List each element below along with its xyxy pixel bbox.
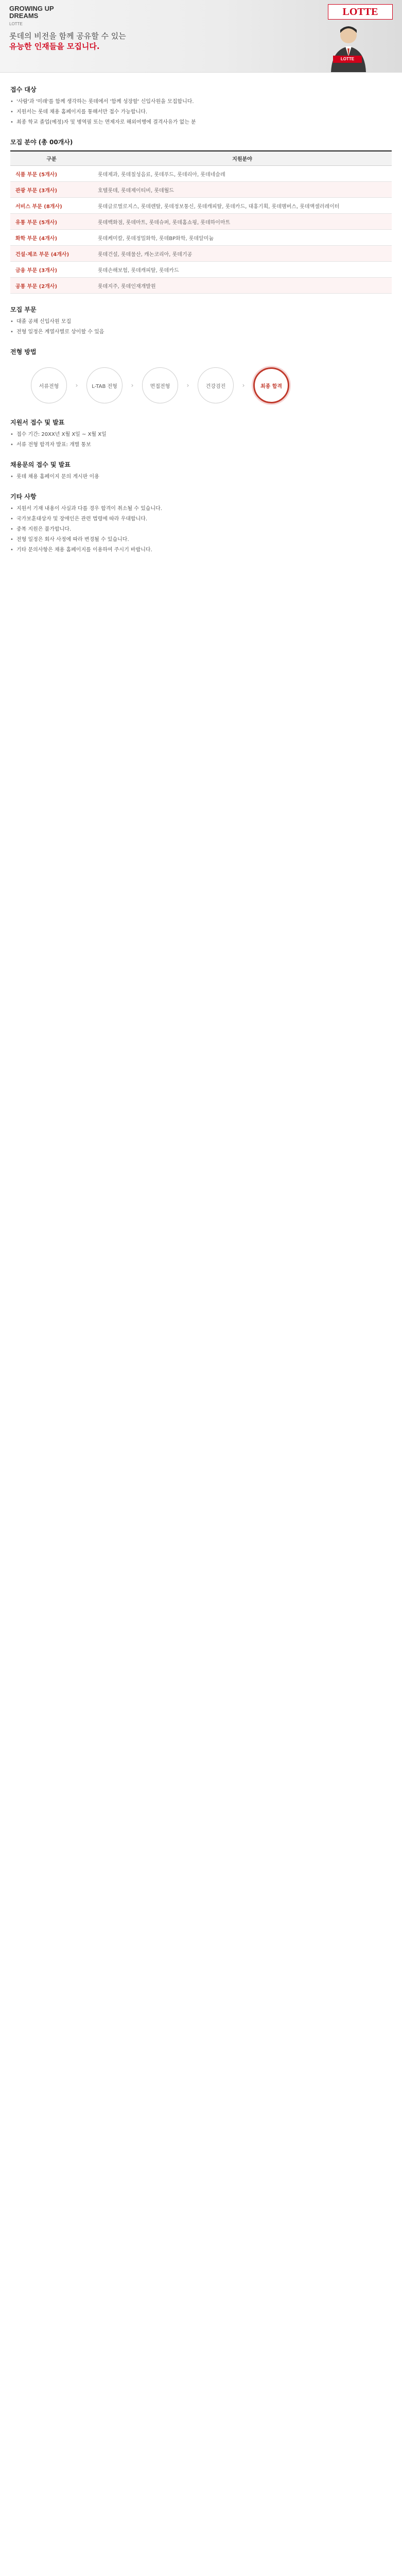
section-title-schedule: 모집 분야 (총 00개사)	[10, 139, 73, 146]
notes-list	[10, 505, 392, 554]
process-step: 서류전형	[31, 367, 67, 403]
schedule-row-label: 금융 부문 (3개사)	[10, 262, 93, 278]
notes-bullet: • 국가보훈대상자 및 장애인은 관련 법령에 따라 우대합니다.	[10, 515, 392, 523]
schedule-row-value: 호텔롯데, 롯데제이티비, 롯데월드	[93, 182, 392, 198]
schedule-row-label: 건설·제조 부문 (4개사)	[10, 246, 93, 262]
schedule-row-value: 롯데손해보험, 롯데캐피탈, 롯데카드	[93, 262, 392, 278]
schedule-row-label: 화학 부문 (4개사)	[10, 230, 93, 246]
section-title-notes: 기타 사항	[10, 493, 37, 500]
process-flow	[10, 360, 392, 406]
person-illustration	[327, 23, 370, 72]
location-list	[10, 473, 392, 481]
apply-bullet: • 전형 일정은 계열사별로 상이할 수 있음	[10, 328, 392, 336]
schedule-row-value: 롯데건설, 롯데물산, 캐논코리아, 롯데기공	[93, 246, 392, 262]
chevron-right-icon: ›	[75, 382, 78, 389]
schedule-row-label: 공통 부문 (2개사)	[10, 278, 93, 294]
chevron-right-icon: ›	[186, 382, 189, 389]
section-title-apply: 모집 부문	[10, 306, 37, 313]
apply-list	[10, 318, 392, 336]
schedule-row-label: 관광 부문 (3개사)	[10, 182, 93, 198]
intro-list	[10, 98, 392, 126]
process-step: 면접전형	[142, 367, 178, 403]
chevron-right-icon: ›	[131, 382, 134, 389]
schedule-row	[10, 198, 392, 214]
recruitment-page	[0, 0, 402, 567]
section-title-process: 전형 방법	[10, 348, 37, 355]
schedule-row	[10, 182, 392, 198]
headline: 롯데의 비전을 함께 공유할 수 있는 유능한 인재들을 모집니다.	[9, 31, 126, 51]
section-title-intro: 접수 대상	[10, 86, 37, 93]
schedule-row-label: 서비스 부문 (8개사)	[10, 198, 93, 214]
schedule-col-division: 구분	[10, 151, 93, 166]
notes-bullet: • 중복 지원은 불가합니다.	[10, 526, 392, 533]
schedule-col-field: 지원분야	[93, 151, 392, 166]
intro-bullet: • '사람'과 '미래'를 함께 생각하는 롯데에서 '함께 성장할' 신입사원을 모집합니다.	[10, 98, 392, 106]
period-bullet: • 서류 전형 합격자 발표: 개별 통보	[10, 441, 392, 449]
header-banner	[0, 0, 402, 73]
process-step: 건강검진	[198, 367, 234, 403]
lotte-tag: LOTTE	[333, 56, 362, 63]
section-title-period: 지원서 접수 및 발표	[10, 419, 65, 426]
intro-bullet: • 지원서는 롯데 채용 홈페이지를 통해서만 접수 가능합니다.	[10, 108, 392, 116]
schedule-row-value: 롯데백화점, 롯데마트, 롯데슈퍼, 롯데홈쇼핑, 롯데하이마트	[93, 214, 392, 230]
schedule-row-value: 롯데글로벌로지스, 롯데렌탈, 롯데정보통신, 롯데캐피탈, 롯데카드, 대홍기획, 롯데멤버스, 롯데액셀러레이터	[93, 198, 392, 214]
lotte-logo: LOTTE	[328, 4, 393, 20]
notes-bullet: • 기타 문의사항은 채용 홈페이지를 이용하여 주시기 바랍니다.	[10, 546, 392, 554]
process-step: L-TAB 전형	[86, 367, 123, 403]
schedule-row	[10, 166, 392, 182]
schedule-row-value: 롯데지주, 롯데인재개발원	[93, 278, 392, 294]
chevron-right-icon: ›	[242, 382, 245, 389]
process-step: 최종 합격	[253, 367, 289, 403]
notes-bullet: • 지원서 기재 내용이 사실과 다를 경우 합격이 취소될 수 있습니다.	[10, 505, 392, 513]
schedule-table	[10, 150, 392, 294]
schedule-row-label: 유통 부문 (5개사)	[10, 214, 93, 230]
period-list	[10, 431, 392, 449]
schedule-row	[10, 230, 392, 246]
intro-bullet: • 최종 학교 졸업(예정)자 및 병역필 또는 면제자로 해외여행에 결격사유가 없는 분	[10, 118, 392, 126]
apply-bullet: • 대졸 공채 신입사원 모집	[10, 318, 392, 326]
schedule-row-value: 롯데제과, 롯데칠성음료, 롯데푸드, 롯데리아, 롯데네슬레	[93, 166, 392, 182]
schedule-row	[10, 246, 392, 262]
brand-slogan: GROWING UP DREAMS LOTTE	[9, 5, 54, 26]
schedule-row-value: 롯데케미칼, 롯데정밀화학, 롯데BP화학, 롯데알미늄	[93, 230, 392, 246]
location-bullet: • 롯데 채용 홈페이지 문의 게시판 이용	[10, 473, 392, 481]
section-title-location: 채용문의 접수 및 발표	[10, 461, 71, 468]
notes-bullet: • 전형 일정은 회사 사정에 따라 변경될 수 있습니다.	[10, 536, 392, 544]
schedule-row-label: 식품 부문 (5개사)	[10, 166, 93, 182]
schedule-row	[10, 278, 392, 294]
period-bullet: • 접수 기간: 20XX년 X월 X일 ~ X월 X일	[10, 431, 392, 438]
schedule-row	[10, 262, 392, 278]
schedule-row	[10, 214, 392, 230]
